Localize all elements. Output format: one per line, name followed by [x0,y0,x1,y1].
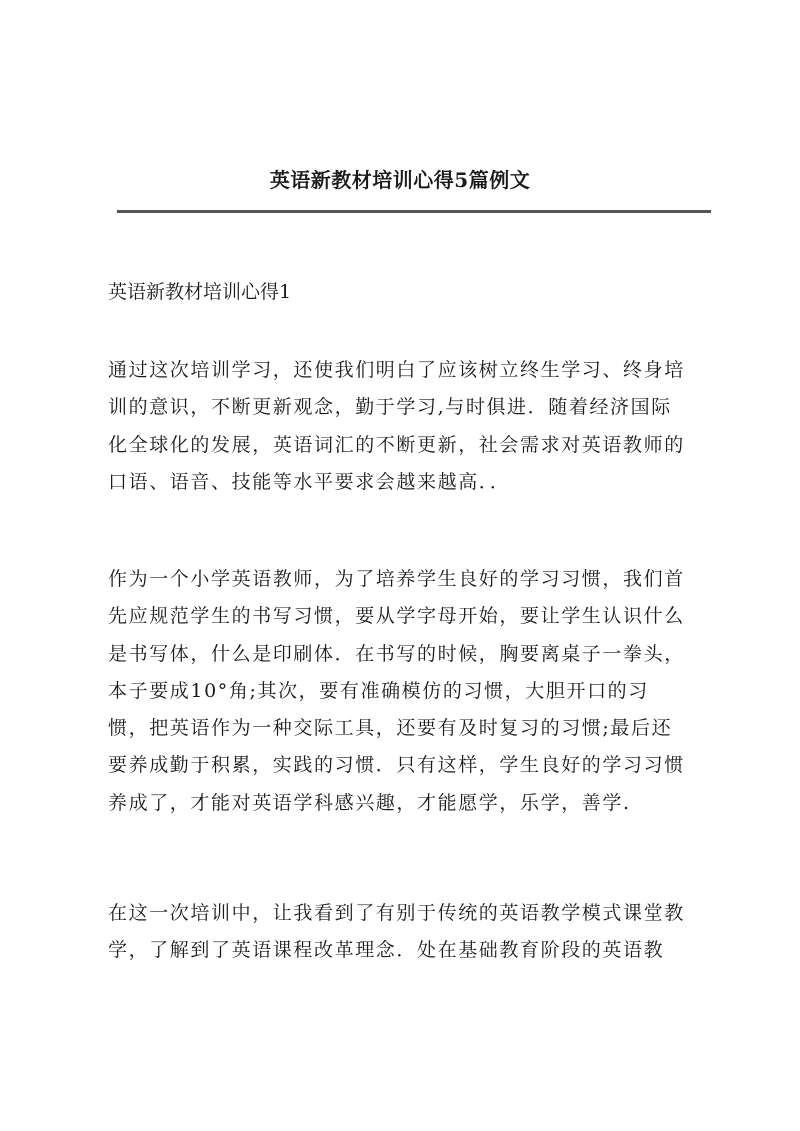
paragraph-line: 训的意识，不断更新观念，勤于学习,与时俱进．随着经济国际 [108,396,672,419]
document-title: 英语新教材培训心得5篇例文 [269,168,531,192]
section-heading: 英语新教材培训心得1 [108,281,292,303]
paragraph-2 [108,561,718,822]
paragraph-line: 养成了，才能对英语学科感兴趣，才能愿学，乐学，善学. [108,791,631,814]
paragraph-3 [108,895,718,970]
title-underline-rule [117,210,711,213]
paragraph-line: 要养成勤于积累，实践的习惯．只有这样，学生良好的学习习惯 [108,754,685,777]
paragraph-line: 在这一次培训中，让我看到了有别于传统的英语教学模式课堂教 [108,902,685,924]
paragraph-line: 学，了解到了英语课程改革理念．处在基础教育阶段的英语教 [108,939,665,962]
paragraph-line: 通过这次培训学习，还使我们明白了应该树立终生学习、终身培 [108,359,685,381]
paragraph-line: 本子要成10°角;其次，要有准确模仿的习惯，大胆开口的习 [108,679,649,702]
paragraph-line: 是书写体，什么是印刷体．在书写的时候，胸要离桌子一拳头， [108,642,685,665]
paragraph-line: 口语、语音、技能等水平要求会越来越高．． [108,470,511,493]
paragraph-line: 先应规范学生的书写习惯，要从学字母开始，要让学生认识什么 [108,605,685,628]
paragraph-1 [108,352,718,501]
paragraph-line: 化全球化的发展，英语词汇的不断更新，社会需求对英语教师的 [108,433,685,456]
paragraph-line: 惯，把英语作为一种交际工具，还要有及时复习的习惯;最后还 [108,717,673,740]
paragraph-line: 作为一个小学英语教师，为了培养学生良好的学习习惯，我们首 [108,568,685,590]
